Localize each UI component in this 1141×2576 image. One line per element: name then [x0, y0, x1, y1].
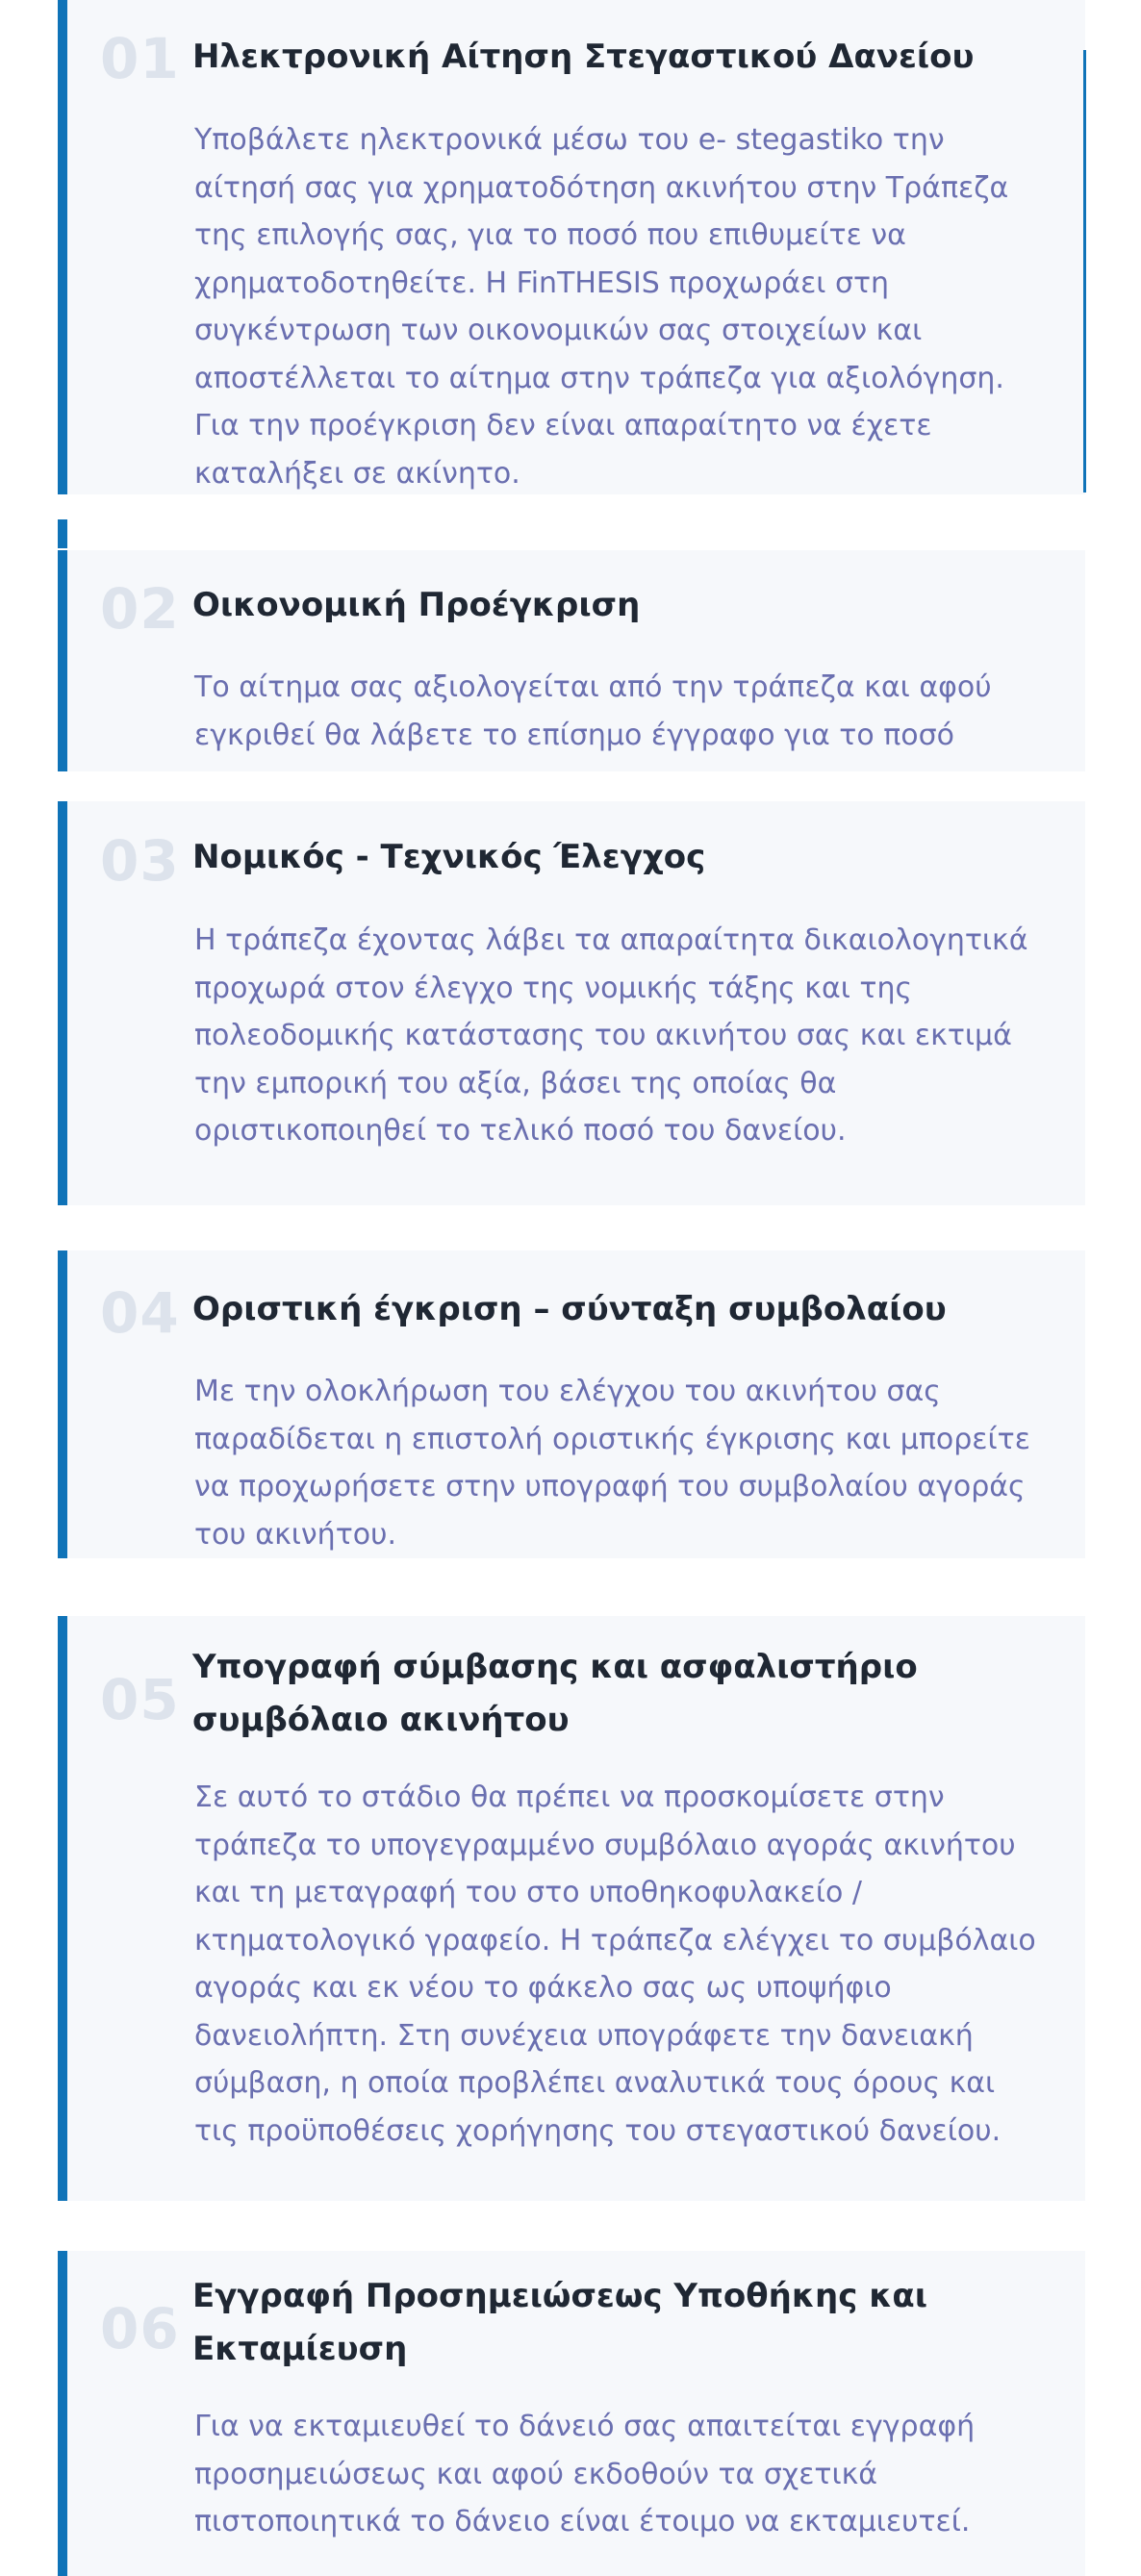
step-card-06 [58, 2251, 1085, 2576]
step-description: Η τράπεζα έχοντας λάβει τα απαραίτητα δικαιολογητικά προχωρά στον έλεγχο της νομικής τάξης και της πολεοδομικής κατάστασης του ακινήτου σας και εκτιμά την εμπορική του αξία, βάσει της οποίας θα οριστικοποιηθεί το τελικό ποσό του δανείου. [194, 923, 1028, 1148]
step-accent-bar [58, 801, 67, 1205]
step-description: Σε αυτό το στάδιο θα πρέπει να προσκομίσετε στην τράπεζα το υπογεγραμμένο συμβόλαιο αγοράς ακινήτου και τη μεταγραφή του στο υποθηκοφυλακείο / κτηματολογικό γραφείο. Η τράπεζα ελέγχει το συμβόλαιο αγοράς και εκ νέου το φάκελο σας ως υποψήφιο δανειολήπτη. Στη συνέχεια υπογράφετε την δανειακή σύμβαση, η οποία προβλέπει αναλυτικά τους όρους και τις προϋποθέσεις χορήγησης του στεγαστικού δανείου. [194, 1780, 1036, 2148]
step-title: Υπογραφή σύμβασης και ασφαλιστήριο συμβόλαιο ακινήτου [192, 1648, 918, 1739]
step-description: Υποβάλετε ηλεκτρονικά μέσω του e- stegastiko την αίτησή σας για χρηματοδότηση ακινήτου στην Τράπεζα της επιλογής σας, για το ποσό που επιθυμείτε να χρηματοδοτηθείτε. Η FinTHESIS προχωράει στη συγκέντρωση των οικονομικών σας στοιχείων και αποστέλλεται το αίτημα στην τράπεζα για αξιολόγηση. Για την προέγκριση δεν είναι απαραίτητο να έχετε καταλήξει σε ακίνητο. [194, 123, 1009, 491]
step-title: Οικονομική Προέγκριση [192, 586, 641, 624]
step-description: Με την ολοκλήρωση του ελέγχου του ακινήτου σας παραδίδεται η επιστολή οριστικής έγκρισης και μπορείτε να προχωρήσετε στην υπογραφή του συμβολαίου αγοράς του ακινήτου. [194, 1375, 1030, 1552]
step-number: 06 [100, 2296, 180, 2361]
step-card-02 [58, 550, 1085, 771]
step-title: Οριστική έγκριση – σύνταξη συμβολαίου [192, 1290, 947, 1328]
step-number: 04 [100, 1280, 180, 1346]
step-accent-bar [58, 2251, 67, 2576]
step-right-rule [1083, 50, 1086, 492]
step-accent-bar [58, 1250, 67, 1558]
step-number: 03 [100, 828, 180, 894]
step-number: 02 [100, 576, 180, 642]
step-accent-bar [58, 0, 67, 494]
step-card-05 [58, 1616, 1085, 2201]
step-number: 01 [100, 26, 180, 91]
step-description: Το αίτημα σας αξιολογείται από την τράπεζα και αφού εγκριθεί θα λάβετε το επίσημο έγγραφο για το ποσό [194, 670, 992, 752]
step-title: Εγγραφή Προσημειώσεως Υποθήκης και Εκταμίευση [192, 2277, 927, 2368]
step-title: Ηλεκτρονική Αίτηση Στεγαστικού Δανείου [192, 38, 975, 76]
step-accent-bar [58, 1616, 67, 2201]
step-connector [58, 519, 67, 548]
step-card-03 [58, 801, 1085, 1205]
step-number: 05 [100, 1667, 180, 1732]
step-card-04 [58, 1250, 1085, 1558]
step-description: Για να εκταμιευθεί το δάνειό σας απαιτείται εγγραφή προσημειώσεως και αφού εκδοθούν τα σχετικά πιστοποιητικά το δάνειο είναι έτοιμο να εκταμιευτεί. [194, 2410, 976, 2538]
step-accent-bar [58, 550, 67, 771]
step-title: Νομικός - Τεχνικός Έλεγχος [192, 838, 706, 876]
step-card-01 [58, 0, 1085, 494]
